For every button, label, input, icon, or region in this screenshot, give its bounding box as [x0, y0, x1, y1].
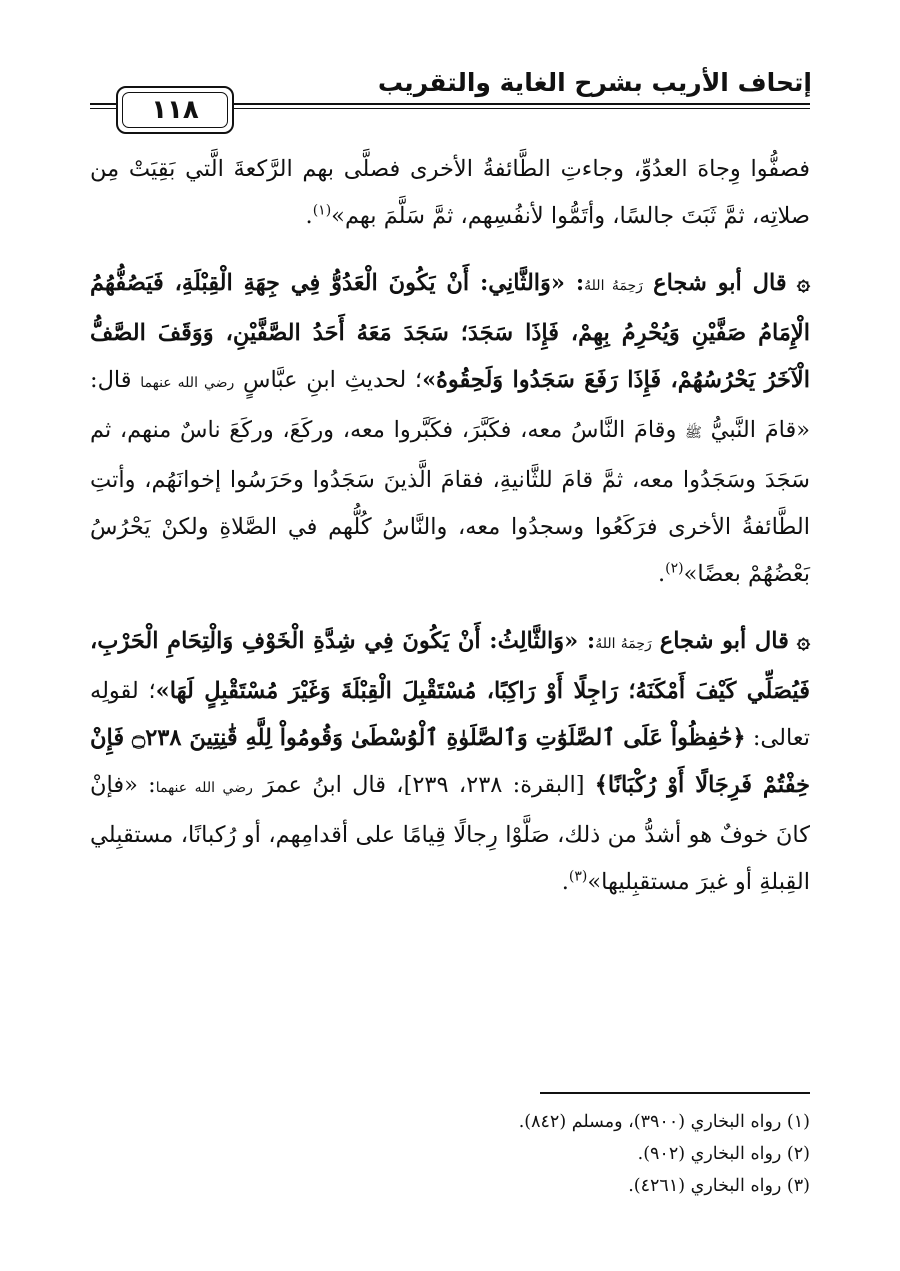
page-number-box [116, 86, 234, 134]
quran-verse: ﴿حَٰفِظُواْ عَلَى ٱلصَّلَوَٰتِ وَٱلصَّلَوٰةِ ٱلْوُسْطَىٰ وَقُومُواْ لِلَّهِ قَٰنِتِينَ ۝٢٣٨ فَإِنْ خِفْتُمْ فَرِجَالًا أَوْ رُكْبَانًا﴾ [90, 725, 810, 798]
p2-text-c: وقامَ النَّاسُ معه، فكَبَّرَ، فكَبَّروا معه، وركَعَ، وركَعَ ناسٌ منهم، ثم سَجَدَ وسَجَدُوا معه، ثمَّ قامَ للثَّانيةِ، فقامَ الَّذينَ سَجَدُوا وحَرَسُوا إخوانَهُم، وأتتِ الطَّائفةُ الأخرى فرَكَعُوا وسجدُوا معه، والنَّاسُ كُلُّهم في الصَّلاةِ ولكنْ يَحْرُسُ بَعْضُهُمْ بعضًا» [90, 417, 810, 587]
p3-speaker: قال أبو شجاع [659, 628, 789, 654]
paragraph-2 [90, 260, 810, 598]
footnote-separator [540, 1092, 810, 1094]
page-body [90, 146, 810, 906]
p1-text: فصفُّوا وِجاهَ العدُوِّ، وجاءتِ الطَّائفةُ الأخرى فصلَّى بهم الرَّكعةَ الَّتي بَقِيَتْ مِن صلاتِه، ثمَّ ثَبَتَ جالسًا، وأتَمُّوا لأنفُسِهم، ثمَّ سَلَّمَ بهم» [90, 156, 810, 229]
p2-honorific: رَحِمَهُ اللهُ [584, 278, 643, 294]
p2-text-a: ؛ لحديثِ ابنِ عبَّاسٍ [243, 367, 423, 393]
p3-end: . [561, 869, 569, 895]
running-header-title: إتحاف الأريب بشرح الغاية والتقريب [377, 68, 812, 97]
p2-text-b: قال: «قامَ النَّبيُّ [90, 367, 810, 443]
footnotes [90, 1106, 810, 1202]
footnote-ref-1: (١) [312, 202, 332, 219]
paragraph-3 [90, 618, 810, 906]
footnote-3: (٣) رواه البخاري (٤٢٦١). [628, 1176, 810, 1196]
quran-reference: [البقرة: ٢٣٨، ٢٣٩] [403, 772, 585, 798]
p2-honorific-3: ﷺ [684, 425, 702, 441]
flower-icon: ۞ [796, 270, 810, 296]
p3-text-b: ، قال ابنُ عمرَ [263, 772, 404, 798]
p3-matn: : «وَالثَّالِثُ: أَنْ يَكُونَ فِي شِدَّةِ الْخَوْفِ وَالْتِحَامِ الْحَرْبِ، فَيُصَلِّي كَيْفَ أَمْكَنَهُ؛ رَاجِلًا أَوْ رَاكِبًا، مُسْتَقْبِلَ الْقِبْلَةَ وَغَيْرَ مُسْتَقْبِلٍ لَهَا» [90, 628, 810, 704]
p3-honorific: رَحِمَهُ اللهُ [595, 636, 652, 652]
footnote-2: (٢) رواه البخاري (٩٠٢). [637, 1144, 810, 1164]
paragraph-1 [90, 146, 810, 240]
p3-honorific-2: رضي الله عنهما [155, 780, 253, 796]
p2-speaker: قال أبو شجاع [653, 270, 787, 296]
p3-text-a: ؛ لقولِه تعالى: [90, 678, 811, 751]
footnote-1: (١) رواه البخاري (٣٩٠٠)، ومسلم (٨٤٢). [518, 1112, 810, 1132]
p2-matn: : «وَالثَّانِي: أَنْ يَكُونَ الْعَدُوُّ فِي جِهَةِ الْقِبْلَةِ، فَيَصُفُّهُمُ الْإِمَامُ صَفَّيْنِ وَيُحْرِمُ بِهِمْ، فَإِذَا سَجَدَ؛ سَجَدَ مَعَهُ أَحَدُ الصَّفَّيْنِ، وَوَقَفَ الصَّفُّ الْآخَرُ يَحْرُسُهُمْ، فَإِذَا رَفَعَ سَجَدُوا وَلَحِقُوهُ» [90, 270, 810, 393]
p2-honorific-2: رضي الله عنهما [140, 375, 235, 391]
footnote-ref-2: (٢) [665, 560, 684, 577]
p1-end: . [305, 203, 313, 229]
p2-end: . [657, 561, 666, 587]
footnote-ref-3: (٣) [568, 868, 588, 885]
p3-text-c: : «فإنْ كانَ خوفٌ هو أشدُّ من ذلك، صَلَّوْا رِجالًا قِيامًا على أقدامِهم، أو رُكبانًا، مستقبِلي القِبلةِ أو غيرَ مستقبِليها» [90, 772, 810, 895]
page-number: ١١٨ [122, 92, 228, 128]
flower-icon: ۞ [796, 628, 811, 654]
